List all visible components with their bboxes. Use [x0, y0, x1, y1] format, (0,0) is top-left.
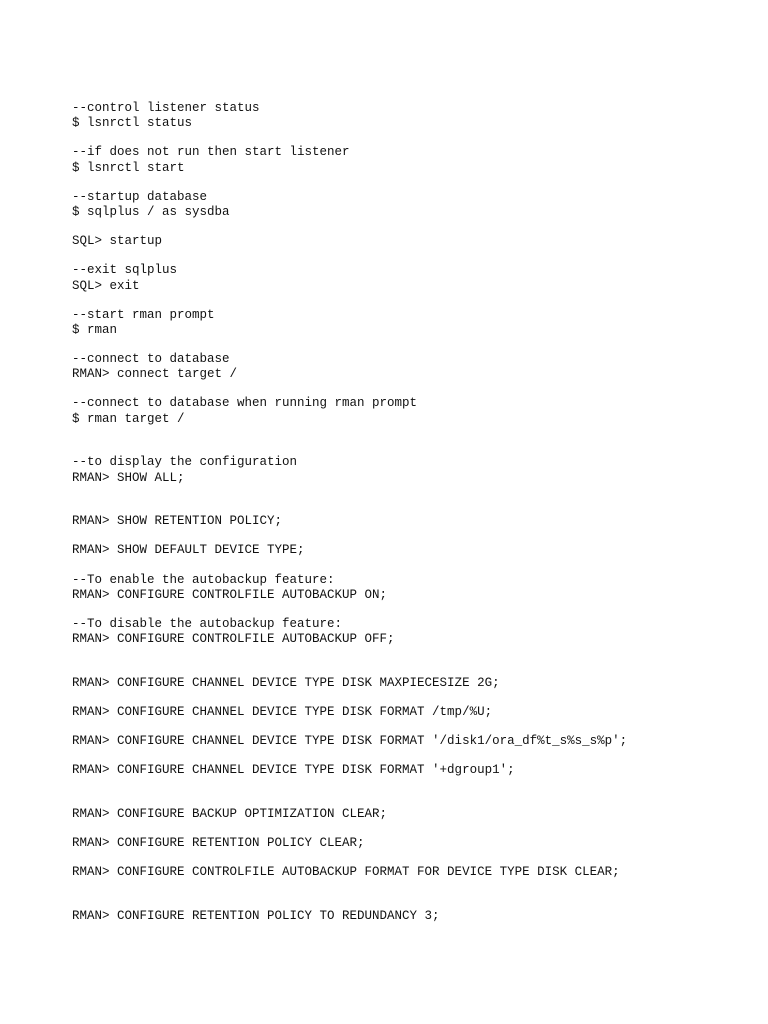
command-line: RMAN> CONFIGURE CHANNEL DEVICE TYPE DISK FORMAT '/disk1/ora_df%t_s%s_s%p'; [72, 734, 628, 749]
command-line: RMAN> CONFIGURE CHANNEL DEVICE TYPE DISK MAXPIECESIZE 2G; [72, 675, 500, 690]
command-line: RMAN> CONFIGURE CONTROLFILE AUTOBACKUP OFF; [72, 632, 395, 647]
command-line: RMAN> CONFIGURE CONTROLFILE AUTOBACKUP ON; [72, 587, 388, 602]
comment-line: --connect to database [72, 352, 230, 367]
command-line: RMAN> connect target / [72, 367, 238, 382]
command-line: RMAN> CONFIGURE RETENTION POLICY CLEAR; [72, 836, 365, 851]
comment-line: --startup database [72, 189, 208, 204]
comment-line: --if does not run then start listener [72, 145, 350, 160]
comment-line: --To enable the autobackup feature: [72, 572, 335, 587]
command-line: RMAN> CONFIGURE CHANNEL DEVICE TYPE DISK FORMAT '+dgroup1'; [72, 763, 515, 778]
comment-line: --connect to database when running rman prompt [72, 396, 418, 411]
command-line: RMAN> CONFIGURE CHANNEL DEVICE TYPE DISK FORMAT /tmp/%U; [72, 705, 493, 719]
command-line: SQL> startup [72, 234, 163, 249]
command-line: $ rman [72, 322, 118, 337]
command-line: RMAN> CONFIGURE CONTROLFILE AUTOBACKUP FORMAT FOR DEVICE TYPE DISK CLEAR; [72, 865, 620, 880]
comment-line: --start rman prompt [72, 307, 215, 322]
comment-line: --control listener status [72, 101, 260, 115]
comment-line: --exit sqlplus [72, 263, 178, 278]
command-line: RMAN> SHOW DEFAULT DEVICE TYPE; [72, 543, 305, 558]
command-line: $ lsnrctl status [72, 116, 193, 131]
command-line: RMAN> SHOW ALL; [72, 470, 185, 485]
command-line: RMAN> CONFIGURE RETENTION POLICY TO REDUNDANCY 3; [72, 909, 440, 924]
command-line: $ rman target / [72, 411, 185, 426]
command-line: $ sqlplus / as sysdba [72, 204, 230, 219]
command-line: SQL> exit [72, 278, 140, 293]
command-line: RMAN> SHOW RETENTION POLICY; [72, 514, 283, 529]
comment-line: --to display the configuration [72, 455, 298, 470]
document-page [72, 101, 732, 924]
command-line: $ lsnrctl start [72, 160, 185, 175]
comment-line: --To disable the autobackup feature: [72, 616, 343, 631]
command-line: RMAN> CONFIGURE BACKUP OPTIMIZATION CLEAR; [72, 807, 388, 822]
